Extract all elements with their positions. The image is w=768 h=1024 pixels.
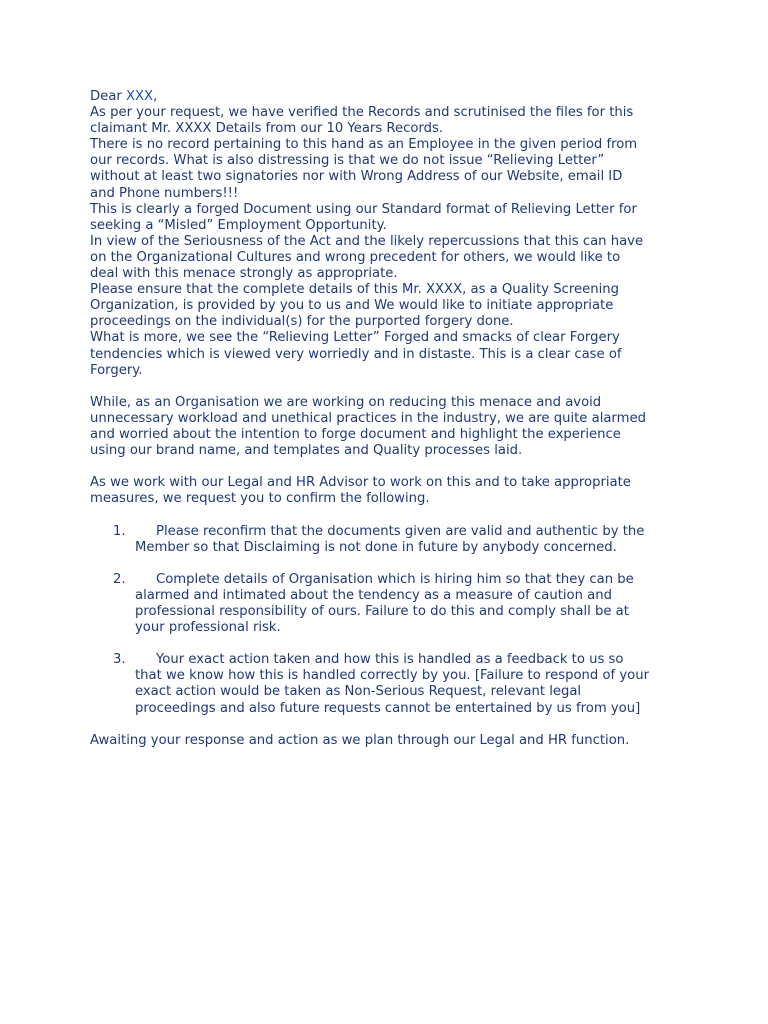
list-line: proceedings and also future requests cannot be entertained by us from you] <box>135 700 641 716</box>
list-line: that we know how this is handled correctly by you. [Failure to respond of your <box>135 668 650 684</box>
paragraph-line: As per your request, we have verified the Records and scrutinised the files for this <box>90 105 634 121</box>
list-line: Please reconfirm that the documents given are valid and authentic by the <box>156 523 645 539</box>
list-line: alarmed and intimated about the tendency as a measure of caution and <box>135 587 612 603</box>
paragraph-line: Organization, is provided by you to us and We would like to initiate appropriate <box>90 298 614 314</box>
list-line: Complete details of Organisation which is hiring him so that they can be <box>156 571 634 587</box>
closing-line: Awaiting your response and action as we plan through our Legal and HR function. <box>90 732 630 748</box>
numbered-list <box>90 524 690 717</box>
list-line: exact action would be taken as Non-Serious Request, relevant legal <box>135 684 582 700</box>
paragraph-line: claimant Mr. XXXX Details from our 10 Years Records. <box>90 121 444 137</box>
paragraph-line: seeking a “Misled” Employment Opportunity. <box>90 217 387 233</box>
list-line: Member so that Disclaiming is not done in future by anybody concerned. <box>135 539 617 555</box>
list-number: 1. <box>113 523 126 539</box>
paragraph-line: measures, we request you to confirm the following. <box>90 491 430 507</box>
paragraph-line: tendencies which is viewed very worriedly and in distaste. This is a clear case of <box>90 346 622 362</box>
paragraph-line: our records. What is also distressing is that we do not issue “Relieving Letter” <box>90 153 605 169</box>
paragraph-line: without at least two signatories nor with Wrong Address of our Website, email ID <box>90 169 623 185</box>
paragraph-line: While, as an Organisation we are working on reducing this menace and avoid <box>90 394 602 410</box>
list-line: Your exact action taken and how this is handled as a feedback to us so <box>156 652 624 668</box>
paragraph-request <box>90 475 690 507</box>
list-item <box>90 524 690 556</box>
list-item <box>90 572 690 636</box>
paragraph-line: and Phone numbers!!! <box>90 185 239 201</box>
paragraph-line: Please ensure that the complete details of this Mr. XXXX, as a Quality Screening <box>90 282 619 298</box>
recipient-name: XXX <box>125 89 154 104</box>
list-item <box>90 652 690 716</box>
paragraph-gap <box>90 459 690 475</box>
paragraph-verification <box>90 105 690 379</box>
salutation: Dear XXX, <box>90 89 158 104</box>
list-line: professional responsibility of ours. Failure to do this and comply shall be at <box>135 604 629 619</box>
paragraph-line: unnecessary workload and unethical practices in the industry, we are quite alarmed <box>90 410 646 426</box>
paragraph-line: This is clearly a forged Document using our Standard format of Relieving Letter for <box>90 201 637 217</box>
paragraph-line: on the Organizational Cultures and wrong precedent for others, we would like to <box>90 249 621 265</box>
list-item-body <box>90 572 690 636</box>
paragraph-gap <box>90 379 690 395</box>
paragraph-line: and worried about the intention to forge document and highlight the experience <box>90 426 621 442</box>
paragraph-line: What is more, we see the “Relieving Letter” Forged and smacks of clear Forgery <box>90 330 620 346</box>
list-item-body <box>90 652 690 716</box>
paragraph-line: In view of the Seriousness of the Act and the likely repercussions that this can have <box>90 233 644 249</box>
list-line: your professional risk. <box>135 620 281 636</box>
list-number: 3. <box>113 652 126 668</box>
paragraph-line: There is no record pertaining to this hand as an Employee in the given period from <box>90 137 638 153</box>
list-number: 2. <box>113 571 126 587</box>
paragraph-line: Forgery. <box>90 362 143 378</box>
list-item-body <box>90 524 690 556</box>
paragraph-organisation <box>90 395 690 459</box>
paragraph-gap <box>90 507 690 523</box>
paragraph-line: using our brand name, and templates and Quality processes laid. <box>90 443 523 459</box>
paragraph-line: proceedings on the individual(s) for the purported forgery done. <box>90 314 514 330</box>
paragraph-line: deal with this menace strongly as appropriate. <box>90 266 398 282</box>
letter-page <box>90 89 690 749</box>
paragraph-line: As we work with our Legal and HR Advisor to work on this and to take appropriate <box>90 475 631 491</box>
